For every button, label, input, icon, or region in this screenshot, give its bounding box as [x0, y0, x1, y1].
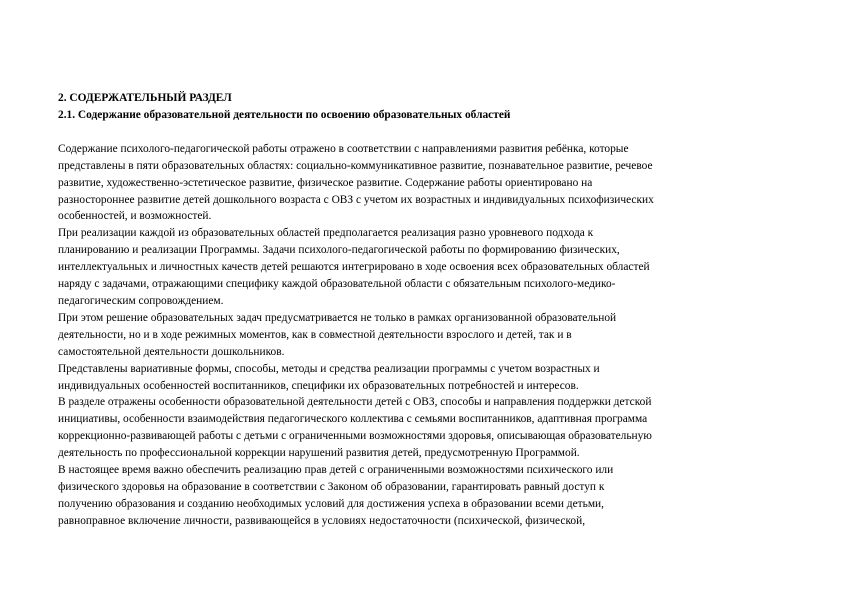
text-line: педагогическим сопровождением.: [58, 294, 224, 307]
text-line: особенностей, и возможностей.: [58, 210, 212, 223]
text-line: деятельность по профессиональной коррекции нарушений развития детей, предусмотренную Программой.: [58, 447, 580, 460]
section-title: 2. СОДЕРЖАТЕЛЬНЫЙ РАЗДЕЛ: [58, 92, 232, 104]
text-line: В настоящее время важно обеспечить реализацию прав детей с ограниченными возможностями психического или: [58, 464, 614, 477]
text-line: разностороннее развитие детей дошкольного возраста с ОВЗ с учетом их возрастных и индивидуальных психофизических: [58, 193, 654, 206]
text-line: планированию и реализации Программы. Задачи психолого-педагогической работы по формированию физических,: [58, 244, 620, 257]
text-line: инициативы, особенности взаимодействия педагогического коллектива с семьями воспитанников, адаптивная программа: [58, 413, 648, 426]
text-line: физического здоровья на образование в соответствии с Законом об образовании, гарантировать равный доступ к: [58, 480, 605, 493]
text-line: получению образования и созданию необходимых условий для достижения успеха в образовании всеми детьми,: [58, 497, 604, 510]
text-line: Содержание психолого-педагогической работы отражено в соответствии с направлениями развития ребёнка, которые: [58, 142, 629, 155]
text-line: наряду с задачами, отражающими специфику каждой образовательной области с обязательным психолого-медико-: [58, 278, 616, 291]
text-line: индивидуальных особенностей воспитанников, специфики их образовательных потребностей и интересов.: [58, 379, 579, 392]
text-line: При реализации каждой из образовательных областей предполагается реализация разно уровневого подхода к: [58, 227, 594, 240]
document-body: [58, 90, 798, 530]
text-line: равноправное включение личности, развивающейся в условиях недостаточности (психической, физической,: [58, 514, 586, 527]
text-line: деятельности, но и в ходе режимных моментов, как в совместной деятельности взрослого и детей, так и в: [58, 328, 572, 341]
text-line: коррекционно-развивающей работы с детьми с ограниченными возможностями здоровья, описывающая образовательную: [58, 430, 652, 443]
spacer: [58, 124, 798, 141]
text-line: При этом решение образовательных задач предусматривается не только в рамках организованной образовательной: [58, 311, 617, 324]
text-line: Представлены вариативные формы, способы, методы и средства реализации программы с учетом возрастных и: [58, 362, 600, 375]
text-line: самостоятельной деятельности дошкольников.: [58, 345, 285, 358]
text-line: развитие, художественно-эстетическое развитие, физическое развитие. Содержание работы ориентировано на: [58, 176, 593, 189]
paragraph-text: [58, 141, 798, 530]
text-line: представлены в пяти образовательных областях: социально-коммуникативное развитие, познавательное развитие, речевое: [58, 159, 653, 172]
subsection-title: 2.1. Содержание образовательной деятельности по освоению образовательных областей: [58, 108, 511, 121]
text-line: В разделе отражены особенности образовательной деятельности детей с ОВЗ, способы и направления поддержки детской: [58, 396, 652, 409]
text-line: интеллектуальных и личностных качеств детей решаются интегрировано в ходе освоения всех образовательных областей: [58, 261, 650, 274]
